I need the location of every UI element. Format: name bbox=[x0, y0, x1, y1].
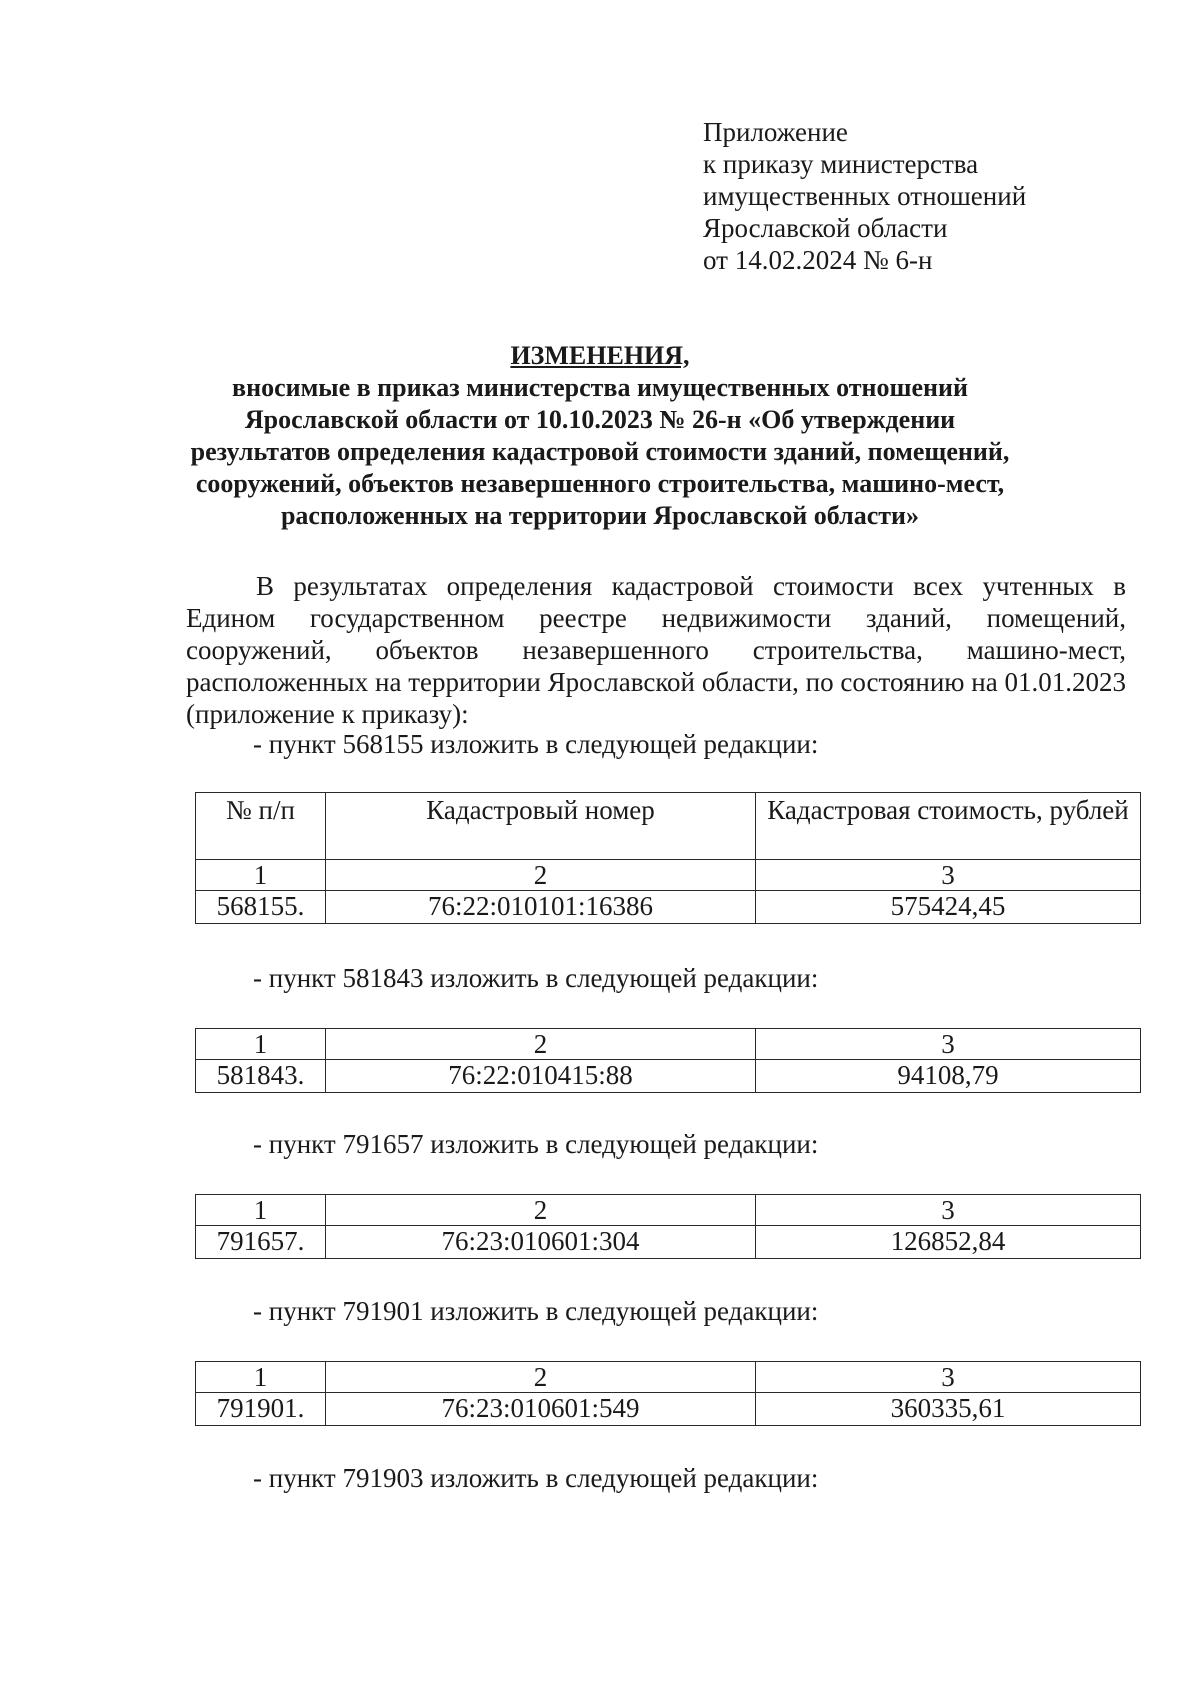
table-row bbox=[196, 1060, 1141, 1093]
header-cadastral-value: Кадастровая стоимость, рублей bbox=[756, 793, 1141, 860]
column-number: 3 bbox=[756, 1195, 1141, 1226]
point-instruction: - пункт 568155 изложить в следующей редакции: bbox=[253, 729, 819, 759]
cadastral-table bbox=[195, 1194, 1141, 1259]
appendix-note bbox=[703, 116, 1026, 276]
row-cadastral-value: 360335,61 bbox=[756, 1393, 1141, 1426]
row-number: 791901. bbox=[196, 1393, 326, 1426]
column-number: 1 bbox=[196, 1029, 326, 1060]
column-number: 3 bbox=[756, 1362, 1141, 1393]
table-row bbox=[196, 891, 1141, 924]
column-number: 3 bbox=[756, 1029, 1141, 1060]
table-row bbox=[196, 1393, 1141, 1426]
header-number: № п/п bbox=[196, 793, 326, 860]
table-column-numbers-row bbox=[196, 1195, 1141, 1226]
row-cadastral-number: 76:22:010415:88 bbox=[326, 1060, 756, 1093]
column-number: 2 bbox=[326, 1362, 756, 1393]
title-line: сооружений, объектов незавершенного строительства, машино-мест, bbox=[195, 469, 1005, 498]
intro-paragraph: В результатах определения кадастровой стоимости всех учтенных в Едином государственном реестре недвижимости зданий, помещений, сооружений, объектов незавершенного строительства, машино-мест, расположенных на территории Ярославской области, по состоянию на 01.01.2023 (приложение к приказу): bbox=[186, 571, 1126, 729]
column-number: 2 bbox=[326, 1029, 756, 1060]
row-number: 791657. bbox=[196, 1226, 326, 1259]
column-number: 2 bbox=[326, 1195, 756, 1226]
row-number: 568155. bbox=[196, 891, 326, 924]
title-heading: ИЗМЕНЕНИЯ, bbox=[510, 341, 690, 370]
appendix-line: Приложение bbox=[703, 117, 848, 147]
appendix-line: Ярославской области bbox=[703, 213, 948, 243]
row-number: 581843. bbox=[196, 1060, 326, 1093]
title-line: вносимые в приказ министерства имущественных отношений bbox=[232, 373, 968, 402]
cadastral-table bbox=[195, 792, 1141, 924]
row-cadastral-number: 76:23:010601:304 bbox=[326, 1226, 756, 1259]
row-cadastral-number: 76:22:010101:16386 bbox=[326, 891, 756, 924]
table-header-row bbox=[196, 793, 1141, 860]
cadastral-table bbox=[195, 1028, 1141, 1093]
title-line: результатов определения кадастровой стоимости зданий, помещений, bbox=[190, 437, 1010, 466]
row-cadastral-value: 126852,84 bbox=[756, 1226, 1141, 1259]
column-number: 1 bbox=[196, 1362, 326, 1393]
point-instruction: - пункт 791901 изложить в следующей редакции: bbox=[253, 1296, 819, 1326]
point-instruction: - пункт 581843 изложить в следующей редакции: bbox=[253, 963, 819, 993]
table-column-numbers-row bbox=[196, 860, 1141, 891]
row-cadastral-number: 76:23:010601:549 bbox=[326, 1393, 756, 1426]
table-column-numbers-row bbox=[196, 1362, 1141, 1393]
title-line: расположенных на территории Ярославской области» bbox=[280, 501, 920, 530]
cadastral-table bbox=[195, 1361, 1141, 1426]
column-number: 1 bbox=[196, 860, 326, 891]
title-line: Ярославской области от 10.10.2023 № 26-н «Об утверждении bbox=[244, 405, 956, 434]
point-instruction: - пункт 791903 изложить в следующей редакции: bbox=[253, 1463, 819, 1493]
document-title bbox=[170, 340, 1030, 532]
row-cadastral-value: 575424,45 bbox=[756, 891, 1141, 924]
table-row bbox=[196, 1226, 1141, 1259]
row-cadastral-value: 94108,79 bbox=[756, 1060, 1141, 1093]
column-number: 2 bbox=[326, 860, 756, 891]
point-instruction: - пункт 791657 изложить в следующей редакции: bbox=[253, 1129, 819, 1159]
table-column-numbers-row bbox=[196, 1029, 1141, 1060]
column-number: 1 bbox=[196, 1195, 326, 1226]
column-number: 3 bbox=[756, 860, 1141, 891]
appendix-line: к приказу министерства bbox=[703, 149, 979, 179]
appendix-line: имущественных отношений bbox=[703, 181, 1027, 211]
header-cadastral-number: Кадастровый номер bbox=[326, 793, 756, 860]
appendix-line: от 14.02.2024 № 6-н bbox=[703, 245, 933, 275]
